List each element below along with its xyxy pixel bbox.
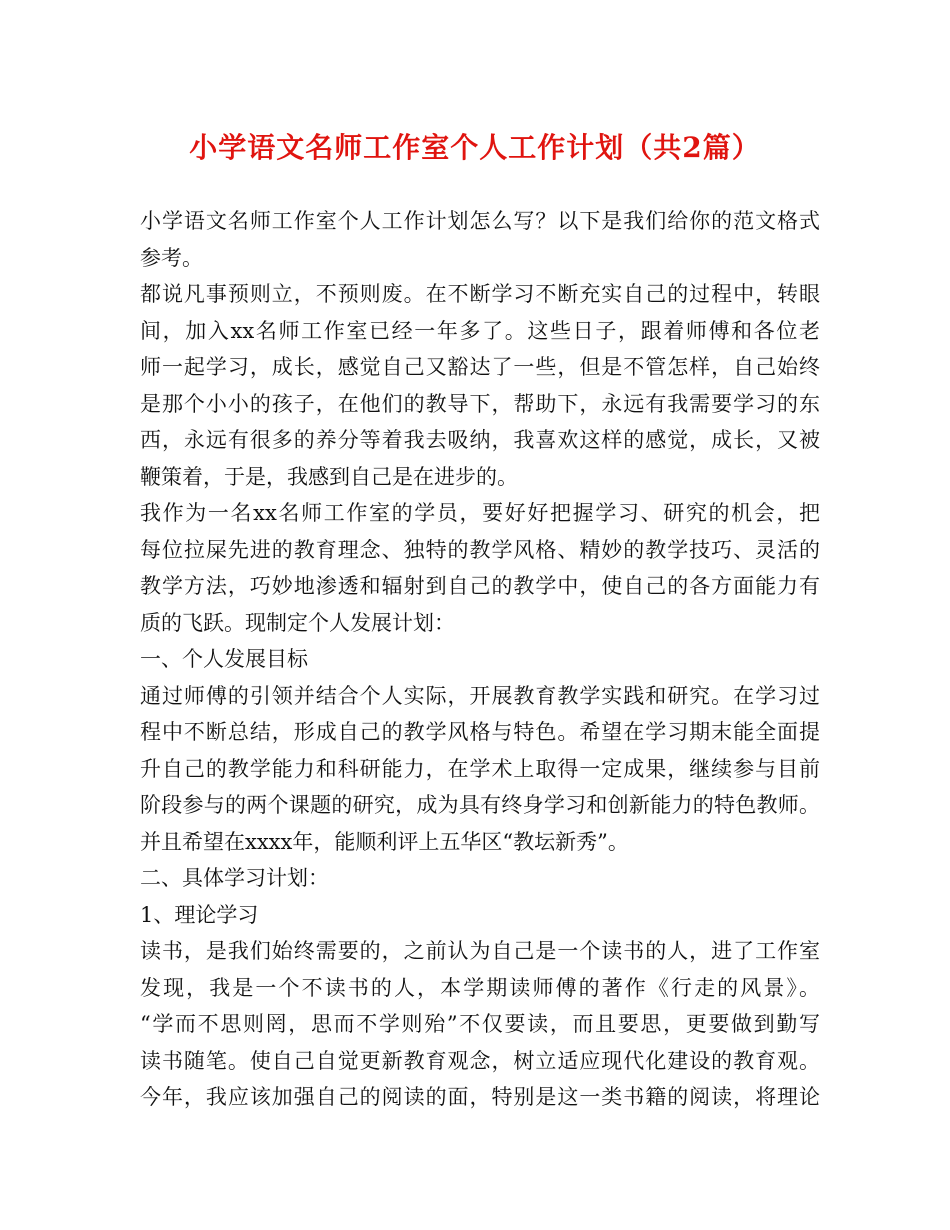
body-line: 通过师傅的引领并结合个人实际，开展教育教学实践和研究。在学习过 — [140, 683, 820, 708]
body-line: 发现，我是一个不读书的人，本学期读师傅的著作《行走的风景》。 — [140, 975, 820, 1000]
body-line: 程中不断总结，形成自己的教学风格与特色。希望在学习期末能全面提 — [140, 720, 820, 744]
body-line: 1、理论学习 — [140, 902, 259, 927]
body-line: 一、个人发展目标 — [140, 647, 308, 671]
body-line: 鞭策着，于是，我感到自己是在进步的。 — [140, 464, 518, 489]
body-line: “学而不思则罔，思而不学则殆”不仅要读，而且要思，更要做到勤写 — [140, 1012, 820, 1036]
body-line: 升自己的教学能力和科研能力，在学术上取得一定成果，继续参与目前 — [140, 756, 820, 781]
body-line: 并且希望在xxxx年，能顺利评上五华区“教坛新秀”。 — [140, 829, 629, 854]
document-body — [140, 203, 820, 1116]
body-line: 小学语文名师工作室个人工作计划怎么写？以下是我们给你的范文格式 — [140, 209, 820, 233]
document-title: 小学语文名师工作室个人工作计划（共2篇） — [189, 131, 761, 164]
body-line: 是那个小小的孩子，在他们的教导下，帮助下，永远有我需要学习的东 — [140, 391, 820, 416]
body-line: 阶段参与的两个课题的研究，成为具有终身学习和创新能力的特色教师。 — [140, 793, 820, 817]
body-line: 都说凡事预则立，不预则废。在不断学习不断充实自己的过程中，转眼 — [140, 282, 820, 306]
body-line: 师一起学习，成长，感觉自己又豁达了一些，但是不管怎样，自己始终 — [140, 355, 820, 379]
body-line: 参考。 — [140, 245, 203, 270]
body-line: 西，永远有很多的养分等着我去吸纳，我喜欢这样的感觉，成长，又被 — [140, 428, 820, 452]
body-line: 读书，是我们始终需要的，之前认为自己是一个读书的人，进了工作室 — [140, 939, 820, 963]
body-line: 间，加入xx名师工作室已经一年多了。这些日子，跟着师傅和各位老 — [140, 318, 820, 343]
body-line: 质的飞跃。现制定个人发展计划： — [140, 610, 455, 635]
body-line: 教学方法，巧妙地渗透和辐射到自己的教学中，使自己的各方面能力有 — [140, 574, 820, 598]
body-line: 今年，我应该加强自己的阅读的面，特别是这一类书籍的阅读，将理论 — [140, 1085, 820, 1109]
body-line: 每位拉屎先进的教育理念、独特的教学风格、精妙的教学技巧、灵活的 — [140, 537, 820, 562]
body-line: 我作为一名xx名师工作室的学员，要好好把握学习、研究的机会，把 — [140, 501, 820, 525]
body-line: 二、具体学习计划： — [140, 866, 329, 890]
body-line: 读书随笔。使自己自觉更新教育观念，树立适应现代化建设的教育观。 — [140, 1048, 820, 1073]
